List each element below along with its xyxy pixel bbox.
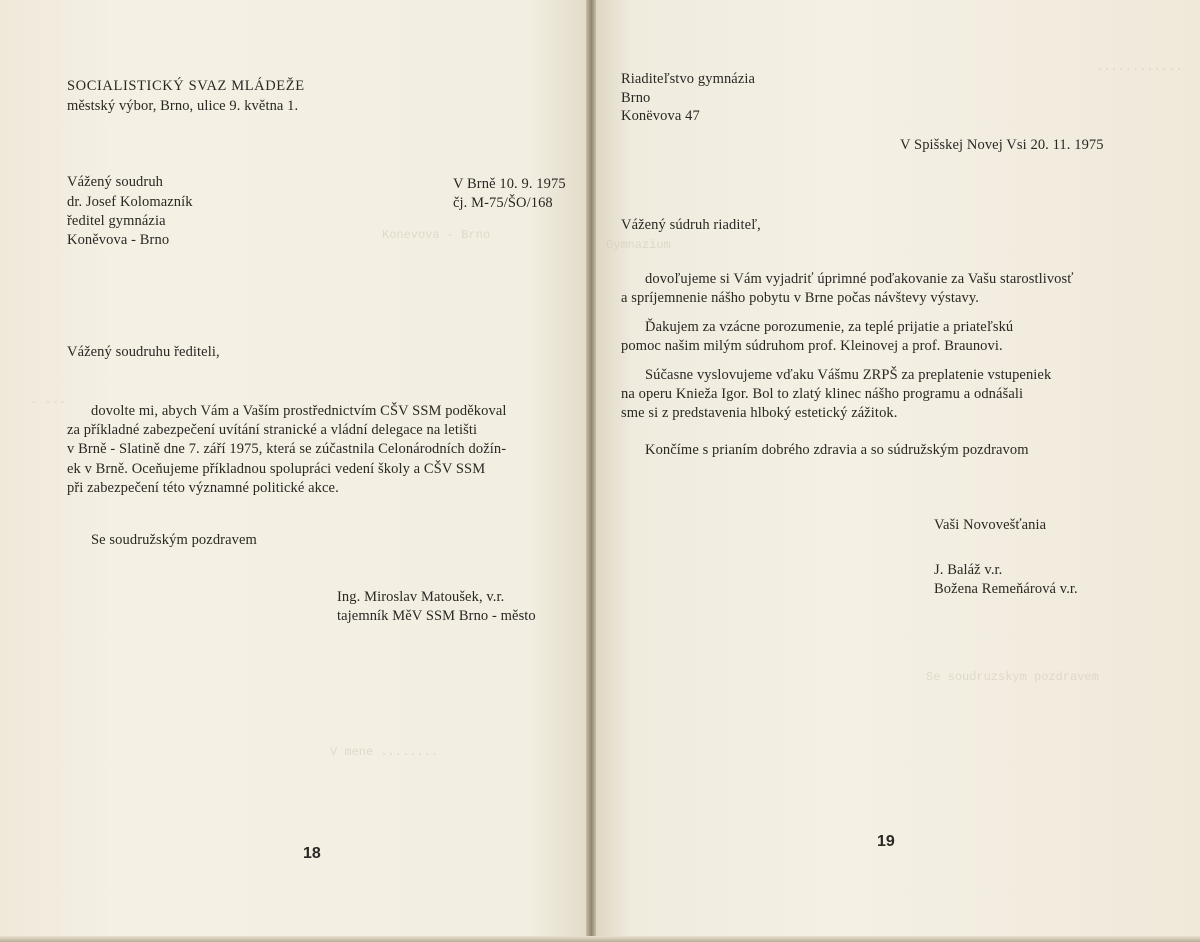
recipient-line: ředitel gymnázia <box>67 213 166 229</box>
bleed-through-text: - --- <box>30 395 67 409</box>
body-line: za příkladné zabezpečení uvítání stranické a vládní delegace na letišti <box>67 422 478 438</box>
body-line: na operu Knieža Igor. Bol to zlatý klinec nášho programu a odnášali <box>621 386 1024 402</box>
body-line: a spríjemnenie nášho pobytu v Brne počas návštevy výstavy. <box>621 290 980 306</box>
body-line: dovolte mi, abych Vám a Vaším prostřednictvím CŠV SSM poděkoval <box>91 403 507 419</box>
org-name: SOCIALISTICKÝ SVAZ MLÁDEŽE <box>67 78 305 94</box>
closing: Vaši Novovešťania <box>934 517 1047 533</box>
body-line: ek v Brně. Oceňujeme příkladnou spolupráci vedení školy a CŠV SSM <box>67 461 486 477</box>
body-line: sme si z predstavenia hlboký estetický zážitok. <box>621 405 898 421</box>
signature-title: tajemník MěV SSM Brno - město <box>337 608 536 624</box>
bleed-through-text: V mene ........ <box>330 745 439 759</box>
salutation: Vážený soudruhu řediteli, <box>67 344 220 360</box>
address-line: Brno <box>621 90 651 106</box>
page-edge <box>0 936 1200 942</box>
body-line: Končíme s prianím dobrého zdravia a so súdružským pozdravom <box>645 442 1029 458</box>
signature-name: Ing. Miroslav Matoušek, v.r. <box>337 589 505 605</box>
body-line: Ďakujem za vzácne porozumenie, za teplé prijatie a priateľskú <box>645 319 1014 335</box>
body-line: v Brně - Slatině dne 7. září 1975, která se zúčastnila Celonárodních dožín- <box>67 441 507 457</box>
recipient-line: Vážený soudruh <box>67 174 164 190</box>
address-line: Riaditeľstvo gymnázia <box>621 71 756 87</box>
salutation: Vážený súdruh riaditeľ, <box>621 217 761 233</box>
reference-number: čj. M-75/ŠO/168 <box>453 195 553 211</box>
left-page <box>0 0 588 942</box>
letter-date: V Brně 10. 9. 1975 <box>453 176 566 192</box>
body-line: Súčasne vyslovujeme vďaku Vášmu ZRPŠ za preplatenie vstupeniek <box>645 367 1052 383</box>
letter-date: V Spišskej Novej Vsi 20. 11. 1975 <box>900 137 1104 153</box>
closing: Se soudružským pozdravem <box>91 532 257 548</box>
body-line: při zabezpečení této významné politické akce. <box>67 480 339 496</box>
signature-name: J. Baláž v.r. <box>934 562 1003 578</box>
bleed-through-text: ............ <box>1096 60 1183 74</box>
recipient-line: Koněvova - Brno <box>67 232 170 248</box>
body-line: dovoľujeme si Vám vyjadriť úprimné poďakovanie za Vašu starostlivosť <box>645 271 1074 287</box>
page-number: 19 <box>877 833 895 850</box>
address-line: Konëvova 47 <box>621 108 700 124</box>
recipient-line: dr. Josef Kolomazník <box>67 194 193 210</box>
bleed-through-text: Gymnazium <box>606 238 671 252</box>
page-number: 18 <box>303 845 321 862</box>
body-line: pomoc našim milým súdruhom prof. Kleinovej a prof. Braunovi. <box>621 338 1003 354</box>
signature-name: Božena Remeňárová v.r. <box>934 581 1078 597</box>
org-address: městský výbor, Brno, ulice 9. května 1. <box>67 98 299 114</box>
bleed-through-text: Konevova - Brno <box>382 228 491 242</box>
bleed-through-text: Se soudruzskym pozdravem <box>926 670 1099 684</box>
right-page <box>596 0 1200 942</box>
